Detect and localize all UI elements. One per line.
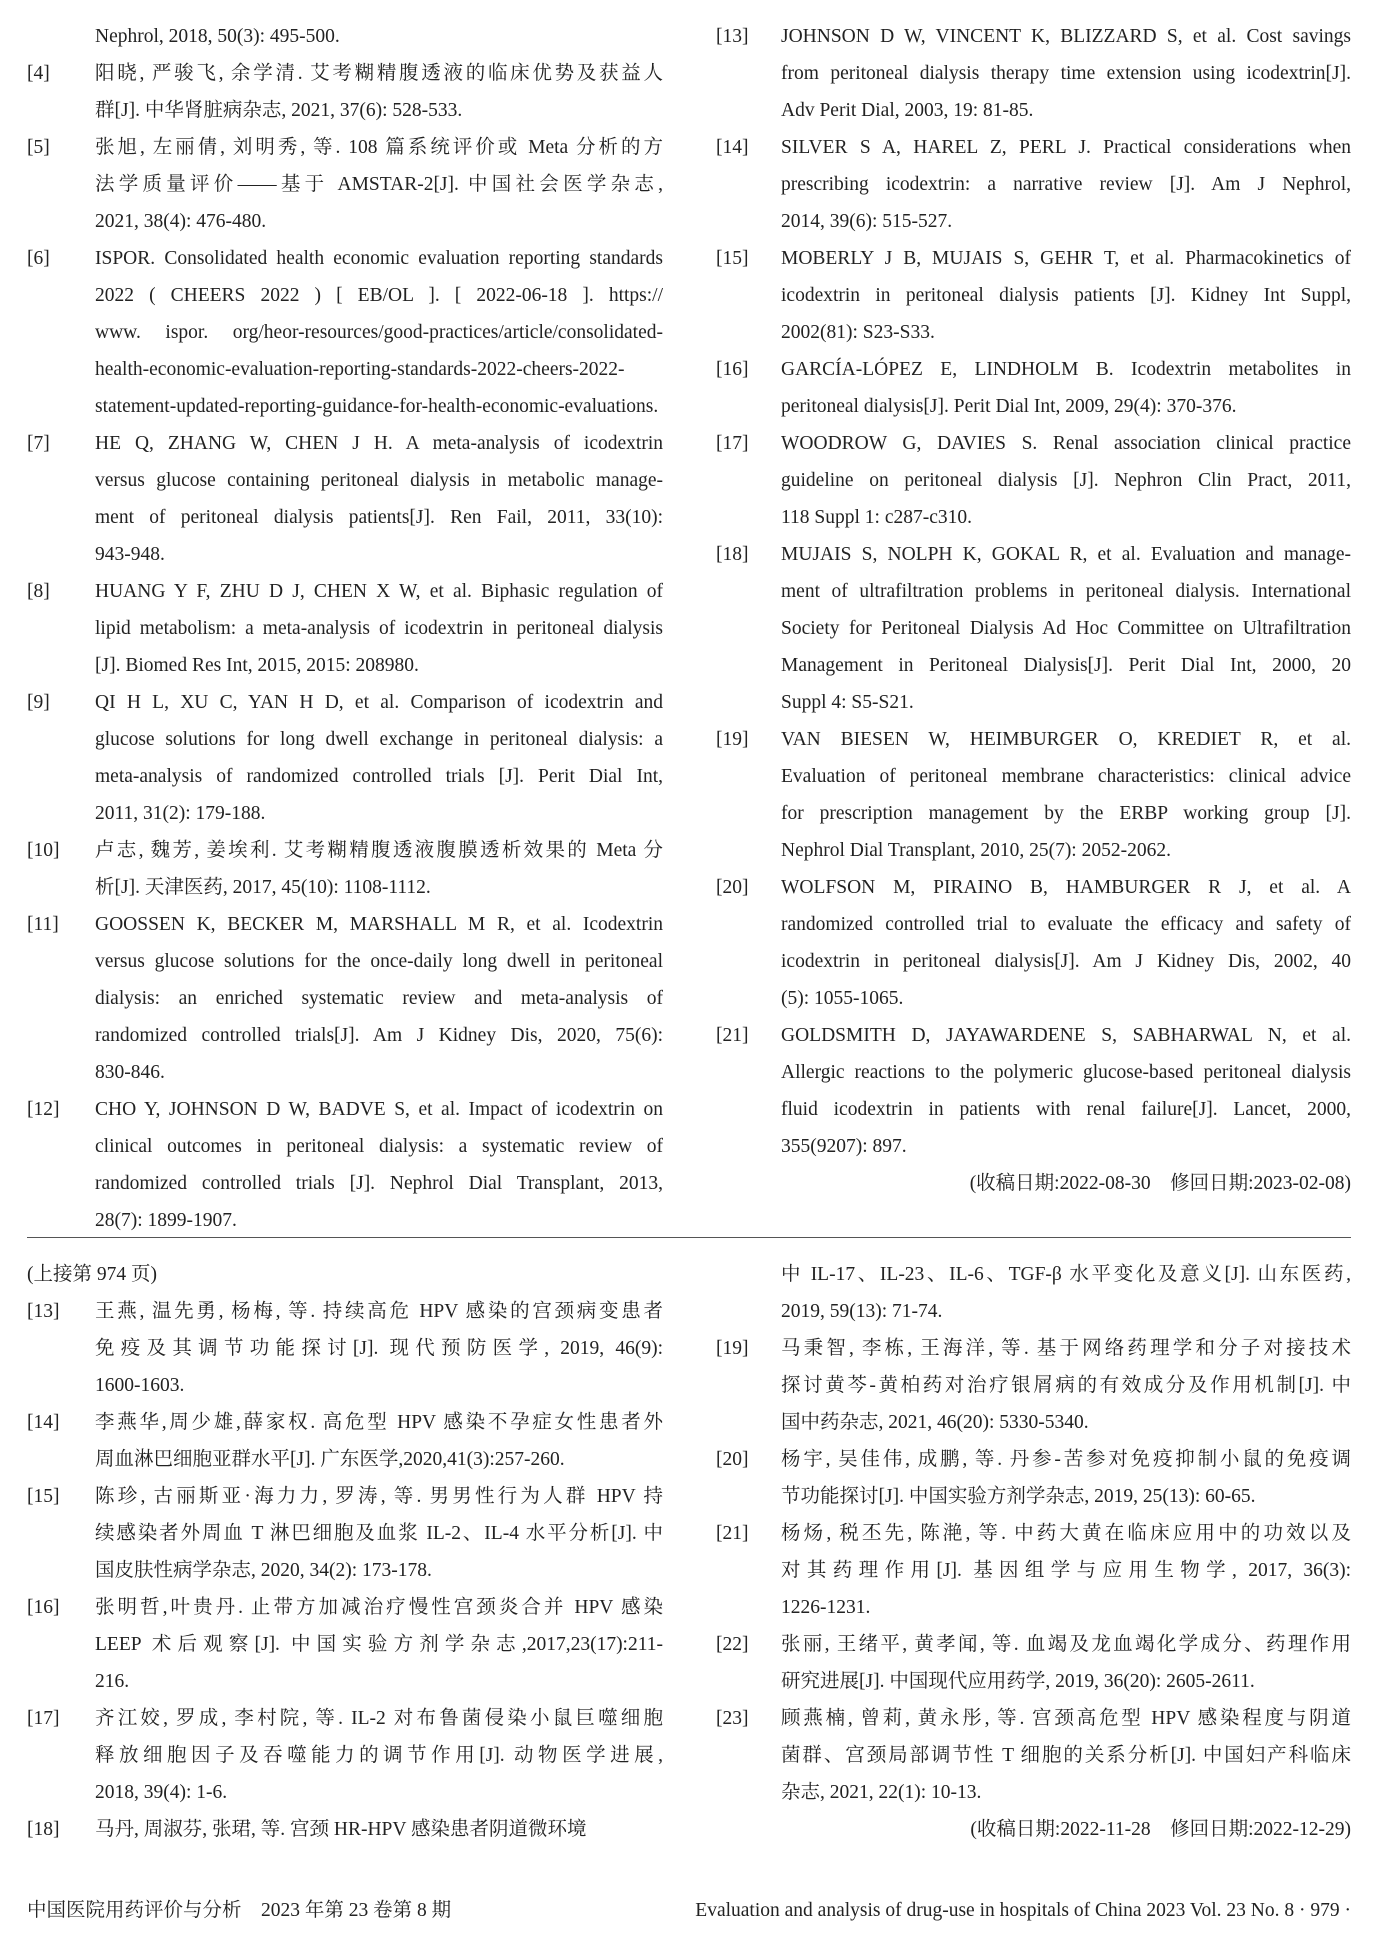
reference-line: 探讨黄芩-黄柏药对治疗银屑病的有效成分及作用机制[J]. 中 bbox=[781, 1375, 1351, 1396]
reference-item bbox=[716, 18, 1351, 129]
reference-line: icodextrin in peritoneal dialysis patients [J]. Kidney Int Suppl, bbox=[781, 285, 1351, 306]
reference-item bbox=[27, 55, 663, 129]
reference-number: [18] bbox=[716, 544, 749, 565]
reference-number: [21] bbox=[716, 1025, 749, 1046]
reference-line: 顾燕楠, 曾莉, 黄永彤, 等. 宫颈高危型 HPV 感染程度与阴道 bbox=[781, 1708, 1351, 1729]
reference-item bbox=[27, 906, 663, 1091]
references-bottom-right bbox=[716, 1256, 1351, 1848]
reference-line: 张明哲,叶贵丹. 止带方加减治疗慢性宫颈炎合并 HPV 感染 bbox=[95, 1597, 663, 1618]
reference-line: ISPOR. Consolidated health economic evaluation reporting standards bbox=[95, 248, 663, 269]
reference-item bbox=[716, 1330, 1351, 1441]
reference-line: WOLFSON M, PIRAINO B, HAMBURGER R J, et al. A bbox=[781, 877, 1351, 898]
reference-item bbox=[716, 1700, 1351, 1811]
reference-number: [19] bbox=[716, 1338, 749, 1359]
reference-line: 国皮肤性病学杂志, 2020, 34(2): 173-178. bbox=[95, 1560, 432, 1581]
reference-line: 2011, 31(2): 179-188. bbox=[95, 803, 266, 824]
reference-line: clinical outcomes in peritoneal dialysis: a systematic review of bbox=[95, 1136, 663, 1157]
reference-number: [21] bbox=[716, 1523, 749, 1544]
reference-line: Adv Perit Dial, 2003, 19: 81-85. bbox=[781, 100, 1034, 121]
reference-line: 2021, 38(4): 476-480. bbox=[95, 211, 267, 232]
reference-line: 2014, 39(6): 515-527. bbox=[781, 211, 953, 232]
reference-line: 周血淋巴细胞亚群水平[J]. 广东医学,2020,41(3):257-260. bbox=[95, 1449, 565, 1470]
reference-line: ment of ultrafiltration problems in peritoneal dialysis. International bbox=[781, 581, 1351, 602]
reference-line: 杂志, 2021, 22(1): 10-13. bbox=[781, 1782, 982, 1803]
reference-line: for prescription management by the ERBP working group [J]. bbox=[781, 803, 1351, 824]
reference-line: Suppl 4: S5-S21. bbox=[781, 692, 914, 713]
reference-line: statement-updated-reporting-guidance-for-health-economic-evaluations. bbox=[95, 396, 659, 417]
reference-line: icodextrin in peritoneal dialysis[J]. Am J Kidney Dis, 2002, 40 bbox=[781, 951, 1351, 972]
reference-number: [13] bbox=[716, 26, 749, 47]
reference-line: from peritoneal dialysis therapy time extension using icodextrin[J]. bbox=[781, 63, 1351, 84]
reference-item bbox=[716, 1256, 1351, 1330]
reference-number: [15] bbox=[27, 1486, 60, 1507]
reference-item bbox=[27, 832, 663, 906]
reference-item bbox=[27, 1091, 663, 1239]
reference-line: guideline on peritoneal dialysis [J]. Nephron Clin Pract, 2011, bbox=[781, 470, 1351, 491]
reference-line: QI H L, XU C, YAN H D, et al. Comparison of icodextrin and bbox=[95, 692, 663, 713]
reference-line: 菌群、宫颈局部调节性 T 细胞的关系分析[J]. 中国妇产科临床 bbox=[781, 1745, 1351, 1766]
reference-item bbox=[27, 1700, 663, 1811]
reference-line: versus glucose containing peritoneal dialysis in metabolic manage- bbox=[95, 470, 663, 491]
reference-line: WOODROW G, DAVIES S. Renal association clinical practice bbox=[781, 433, 1351, 454]
reference-line: 节功能探讨[J]. 中国实验方剂学杂志, 2019, 25(13): 60-65. bbox=[781, 1486, 1256, 1507]
reference-line: Allergic reactions to the polymeric glucose-based peritoneal dialysis bbox=[781, 1062, 1351, 1083]
reference-number: [20] bbox=[716, 877, 749, 898]
reference-number: [6] bbox=[27, 248, 50, 269]
reference-line: CHO Y, JOHNSON D W, BADVE S, et al. Impact of icodextrin on bbox=[95, 1099, 663, 1120]
references-top-right bbox=[716, 18, 1351, 1202]
reference-number: [17] bbox=[716, 433, 749, 454]
reference-item bbox=[716, 1515, 1351, 1626]
reference-line: randomized controlled trials[J]. Am J Kidney Dis, 2020, 75(6): bbox=[95, 1025, 663, 1046]
reference-line: 2002(81): S23-S33. bbox=[781, 322, 935, 343]
reference-item bbox=[716, 721, 1351, 869]
reference-line: 卢志, 魏芳, 姜埃利. 艾考糊精腹透液腹膜透析效果的 Meta 分 bbox=[95, 840, 663, 861]
reference-line: 陈珍, 古丽斯亚·海力力, 罗涛, 等. 男男性行为人群 HPV 持 bbox=[95, 1486, 663, 1507]
reference-number: [15] bbox=[716, 248, 749, 269]
reference-item bbox=[716, 351, 1351, 425]
footer-journal-cn: 中国医院用药评价与分析 2023 年第 23 卷第 8 期 bbox=[27, 1900, 452, 1921]
references-bottom-left bbox=[27, 1256, 663, 1848]
reference-line: (5): 1055-1065. bbox=[781, 988, 904, 1009]
reference-number: [17] bbox=[27, 1708, 60, 1729]
reference-line: 1226-1231. bbox=[781, 1597, 871, 1618]
reference-line: 马丹, 周淑芬, 张珺, 等. 宫颈 HR-HPV 感染患者阴道微环境 bbox=[95, 1819, 587, 1840]
reference-line: 法学质量评价——基于 AMSTAR-2[J]. 中国社会医学杂志, bbox=[95, 174, 663, 195]
reference-line: 马秉智, 李栋, 王海洋, 等. 基于网络药理学和分子对接技术 bbox=[781, 1338, 1351, 1359]
section-divider bbox=[27, 1237, 1351, 1238]
reference-line: 王燕, 温先勇, 杨梅, 等. 持续高危 HPV 感染的宫颈病变患者 bbox=[95, 1301, 663, 1322]
reference-line: HUANG Y F, ZHU D J, CHEN X W, et al. Biphasic regulation of bbox=[95, 581, 663, 602]
reference-line: 杨宇, 吴佳伟, 成鹏, 等. 丹参-苦参对免疫抑制小鼠的免疫调 bbox=[781, 1449, 1351, 1470]
reference-line: HE Q, ZHANG W, CHEN J H. A meta-analysis of icodextrin bbox=[95, 433, 663, 454]
reference-line: Evaluation of peritoneal membrane characteristics: clinical advice bbox=[781, 766, 1351, 787]
reference-line: 2022 ( CHEERS 2022 ) [ EB/OL ]. [ 2022-06-18 ]. https:// bbox=[95, 285, 663, 306]
reference-line: SILVER S A, HAREL Z, PERL J. Practical considerations when bbox=[781, 137, 1351, 158]
reference-item bbox=[27, 425, 663, 573]
reference-number: [12] bbox=[27, 1099, 60, 1120]
references-top-left bbox=[27, 18, 663, 1239]
reference-item bbox=[27, 1589, 663, 1700]
reference-item bbox=[716, 869, 1351, 1017]
reference-line: Management in Peritoneal Dialysis[J]. Perit Dial Int, 2000, 20 bbox=[781, 655, 1351, 676]
reference-line: 2018, 39(4): 1-6. bbox=[95, 1782, 228, 1803]
reference-number: [7] bbox=[27, 433, 50, 454]
reference-item bbox=[27, 1811, 663, 1848]
reference-line: peritoneal dialysis[J]. Perit Dial Int, 2009, 29(4): 370-376. bbox=[781, 396, 1237, 417]
reference-line: lipid metabolism: a meta-analysis of icodextrin in peritoneal dialysis bbox=[95, 618, 663, 639]
reference-line: randomized controlled trial to evaluate the efficacy and safety of bbox=[781, 914, 1351, 935]
reference-line: LEEP 术后观察[J]. 中国实验方剂学杂志,2017,23(17):211- bbox=[95, 1634, 663, 1655]
reference-line: VAN BIESEN W, HEIMBURGER O, KREDIET R, et al. bbox=[781, 729, 1351, 750]
reference-number: [16] bbox=[27, 1597, 60, 1618]
reference-item bbox=[716, 425, 1351, 536]
reference-line: ment of peritoneal dialysis patients[J]. Ren Fail, 2011, 33(10): bbox=[95, 507, 663, 528]
reference-line: 对其药理作用[J]. 基因组学与应用生物学, 2017, 36(3): bbox=[781, 1560, 1351, 1581]
reference-line: 2019, 59(13): 71-74. bbox=[781, 1301, 943, 1322]
continued-note: (上接第 974 页) bbox=[27, 1264, 157, 1285]
reference-line: 研究进展[J]. 中国现代应用药学, 2019, 36(20): 2605-2611. bbox=[781, 1671, 1255, 1692]
reference-number: [19] bbox=[716, 729, 749, 750]
reference-line: versus glucose solutions for the once-daily long dwell in peritoneal bbox=[95, 951, 663, 972]
reference-line: dialysis: an enriched systematic review and meta-analysis of bbox=[95, 988, 663, 1009]
reference-line: 中 IL-17、IL-23、IL-6、TGF-β 水平变化及意义[J]. 山东医药, bbox=[781, 1264, 1351, 1285]
reference-line: Society for Peritoneal Dialysis Ad Hoc Committee on Ultrafiltration bbox=[781, 618, 1351, 639]
received-dates: (收稿日期:2022-08-30 修回日期:2023-02-08) bbox=[969, 1173, 1351, 1194]
reference-line: 1600-1603. bbox=[95, 1375, 185, 1396]
reference-line: 阳晓, 严骏飞, 余学清. 艾考糊精腹透液的临床优势及获益人 bbox=[95, 63, 663, 84]
reference-line: GOLDSMITH D, JAYAWARDENE S, SABHARWAL N, et al. bbox=[781, 1025, 1351, 1046]
reference-number: [4] bbox=[27, 63, 50, 84]
reference-line: 杨炀, 税丕先, 陈滟, 等. 中药大黄在临床应用中的功效以及 bbox=[781, 1523, 1351, 1544]
reference-number: [8] bbox=[27, 581, 50, 602]
reference-item bbox=[716, 536, 1351, 721]
reference-number: [20] bbox=[716, 1449, 749, 1470]
reference-line: www. ispor. org/heor-resources/good-practices/article/consolidated- bbox=[95, 322, 663, 343]
reference-item bbox=[27, 684, 663, 832]
reference-item bbox=[716, 1626, 1351, 1700]
reference-line: 国中药杂志, 2021, 46(20): 5330-5340. bbox=[781, 1412, 1089, 1433]
reference-item bbox=[27, 240, 663, 425]
reference-line: 28(7): 1899-1907. bbox=[95, 1210, 237, 1231]
reference-number: [22] bbox=[716, 1634, 749, 1655]
reference-number: [5] bbox=[27, 137, 50, 158]
reference-item bbox=[27, 129, 663, 240]
reference-line: 释放细胞因子及吞噬能力的调节作用[J]. 动物医学进展, bbox=[95, 1745, 663, 1766]
reference-item bbox=[27, 1404, 663, 1478]
reference-line: glucose solutions for long dwell exchange in peritoneal dialysis: a bbox=[95, 729, 663, 750]
footer-journal-en: Evaluation and analysis of drug-use in hospitals of China 2023 Vol. 23 No. 8 · 979 · bbox=[695, 1900, 1351, 1921]
reference-item bbox=[716, 1017, 1351, 1165]
reference-line: 830-846. bbox=[95, 1062, 165, 1083]
reference-number: [18] bbox=[27, 1819, 60, 1840]
reference-line: Nephrol Dial Transplant, 2010, 25(7): 2052-2062. bbox=[781, 840, 1171, 861]
reference-item bbox=[27, 18, 663, 55]
reference-number: [23] bbox=[716, 1708, 749, 1729]
reference-line: 355(9207): 897. bbox=[781, 1136, 907, 1157]
reference-line: JOHNSON D W, VINCENT K, BLIZZARD S, et al. Cost savings bbox=[781, 26, 1351, 47]
reference-number: [13] bbox=[27, 1301, 60, 1322]
reference-line: 齐江姣, 罗成, 李村院, 等. IL-2 对布鲁菌侵染小鼠巨噬细胞 bbox=[95, 1708, 663, 1729]
reference-number: [14] bbox=[716, 137, 749, 158]
reference-item bbox=[27, 1293, 663, 1404]
reference-line: prescribing icodextrin: a narrative review [J]. Am J Nephrol, bbox=[781, 174, 1351, 195]
reference-line: MUJAIS S, NOLPH K, GOKAL R, et al. Evaluation and manage- bbox=[781, 544, 1351, 565]
reference-line: GARCÍA-LÓPEZ E, LINDHOLM B. Icodextrin metabolites in bbox=[781, 359, 1351, 380]
reference-line: health-economic-evaluation-reporting-standards-2022-cheers-2022- bbox=[95, 359, 625, 380]
reference-item bbox=[716, 1441, 1351, 1515]
reference-line: MOBERLY J B, MUJAIS S, GEHR T, et al. Pharmacokinetics of bbox=[781, 248, 1351, 269]
reference-item bbox=[27, 573, 663, 684]
reference-line: [J]. Biomed Res Int, 2015, 2015: 208980. bbox=[95, 655, 419, 676]
reference-line: 216. bbox=[95, 1671, 130, 1692]
received-dates: (收稿日期:2022-11-28 修回日期:2022-12-29) bbox=[970, 1819, 1351, 1840]
reference-number: [14] bbox=[27, 1412, 60, 1433]
reference-number: [16] bbox=[716, 359, 749, 380]
reference-line: 张旭, 左丽倩, 刘明秀, 等. 108 篇系统评价或 Meta 分析的方 bbox=[95, 137, 663, 158]
reference-line: Nephrol, 2018, 50(3): 495-500. bbox=[95, 26, 340, 47]
reference-line: meta-analysis of randomized controlled trials [J]. Perit Dial Int, bbox=[95, 766, 663, 787]
reference-line: fluid icodextrin in patients with renal failure[J]. Lancet, 2000, bbox=[781, 1099, 1351, 1120]
reference-line: 免疫及其调节功能探讨[J]. 现代预防医学, 2019, 46(9): bbox=[95, 1338, 663, 1359]
reference-number: [10] bbox=[27, 840, 60, 861]
reference-line: 续感染者外周血 T 淋巴细胞及血浆 IL-2、IL-4 水平分析[J]. 中 bbox=[95, 1523, 663, 1544]
reference-line: GOOSSEN K, BECKER M, MARSHALL M R, et al. Icodextrin bbox=[95, 914, 663, 935]
reference-line: 943-948. bbox=[95, 544, 165, 565]
reference-line: 李燕华,周少雄,薛家权. 高危型 HPV 感染不孕症女性患者外 bbox=[95, 1412, 663, 1433]
reference-number: [9] bbox=[27, 692, 50, 713]
reference-item bbox=[716, 129, 1351, 240]
reference-line: 析[J]. 天津医药, 2017, 45(10): 1108-1112. bbox=[95, 877, 431, 898]
reference-item bbox=[716, 240, 1351, 351]
reference-item bbox=[27, 1478, 663, 1589]
reference-number: [11] bbox=[27, 914, 59, 935]
reference-line: randomized controlled trials [J]. Nephrol Dial Transplant, 2013, bbox=[95, 1173, 663, 1194]
reference-line: 张丽, 王绪平, 黄孝闻, 等. 血竭及龙血竭化学成分、药理作用 bbox=[781, 1634, 1351, 1655]
reference-line: 118 Suppl 1: c287-c310. bbox=[781, 507, 973, 528]
reference-line: 群[J]. 中华肾脏病杂志, 2021, 37(6): 528-533. bbox=[95, 100, 463, 121]
